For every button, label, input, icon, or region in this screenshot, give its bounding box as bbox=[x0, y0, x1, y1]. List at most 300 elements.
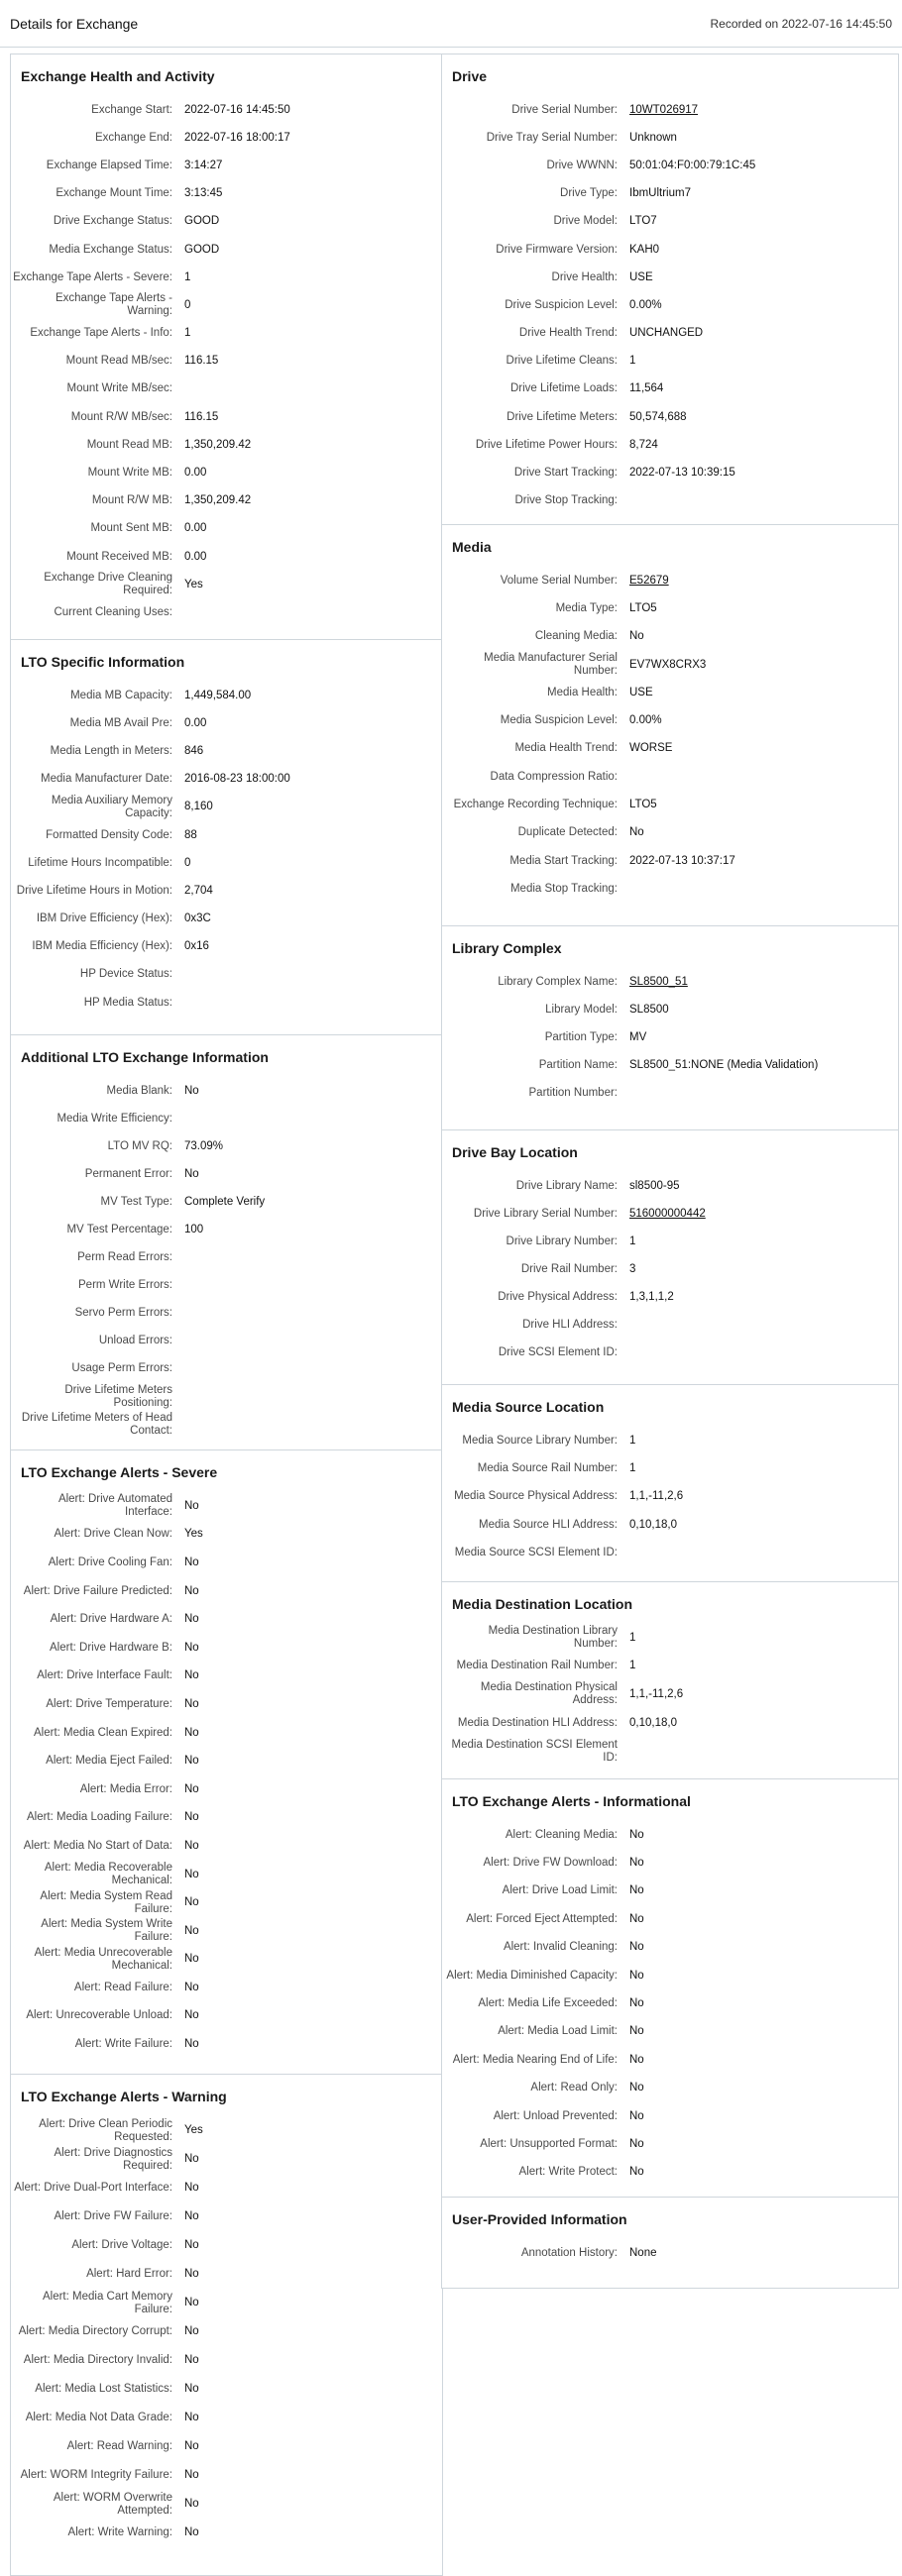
field-label: Mount Read MB/sec: bbox=[65, 355, 172, 368]
field-label: Alert: Media Unrecoverable Mechanical: bbox=[34, 1946, 172, 1972]
field-value: 116.15 bbox=[184, 410, 219, 423]
field-row-media-blank bbox=[11, 1077, 442, 1105]
field-label: Drive Start Tracking: bbox=[513, 467, 618, 480]
field-label: Media Destination HLI Address: bbox=[457, 1716, 618, 1729]
right-column bbox=[441, 48, 899, 2289]
field-label: Alert: Media Recoverable Mechanical: bbox=[44, 1862, 172, 1887]
field-row-media-start-tracking bbox=[442, 847, 898, 875]
field-label: Alert: Unrecoverable Unload: bbox=[26, 2009, 172, 2022]
field-value: No bbox=[184, 2182, 199, 2194]
field-label: Drive Lifetime Hours in Motion: bbox=[16, 884, 172, 897]
field-label: Media Manufacturer Serial Number: bbox=[484, 652, 618, 678]
field-list bbox=[11, 680, 442, 1026]
field-row-alert-write-failure bbox=[11, 2030, 442, 2059]
field-label: Alert: Drive Hardware A: bbox=[50, 1613, 172, 1626]
field-row-alert-media-lost-statistics bbox=[11, 2375, 442, 2404]
field-row-alert-drive-clean-now bbox=[11, 1521, 442, 1550]
field-label: Media MB Avail Pre: bbox=[69, 716, 172, 729]
field-value-link[interactable]: E52679 bbox=[629, 574, 669, 587]
field-value: 0.00 bbox=[184, 550, 207, 563]
field-row-exchange-drive-cleaning-required bbox=[11, 571, 442, 598]
field-value: No bbox=[629, 2025, 644, 2038]
field-value: No bbox=[629, 1941, 644, 1954]
field-row-alert-media-system-read-failure bbox=[11, 1888, 442, 1917]
field-row-drive-start-tracking bbox=[442, 459, 898, 486]
field-row-exchange-recording-technique bbox=[442, 791, 898, 818]
field-label: Alert: Media Not Data Grade: bbox=[25, 2412, 172, 2423]
section-title: Additional LTO Exchange Information bbox=[21, 1049, 269, 1065]
field-value: 88 bbox=[184, 828, 197, 841]
section-title: Drive bbox=[452, 68, 488, 84]
field-row-media-destination-hli-address bbox=[442, 1709, 898, 1738]
field-label: Exchange Mount Time: bbox=[56, 187, 172, 200]
field-list bbox=[442, 966, 898, 1117]
field-value: No bbox=[184, 1726, 199, 1739]
field-value: 8,724 bbox=[629, 438, 658, 451]
field-row-mount-received-mb bbox=[11, 543, 442, 571]
field-label: Media Type: bbox=[555, 601, 618, 614]
field-value: Yes bbox=[184, 2124, 203, 2136]
field-value: No bbox=[184, 1924, 199, 1937]
panel-drive bbox=[441, 54, 899, 525]
field-row-drive-library-number bbox=[442, 1228, 898, 1255]
field-label: Alert: Write Failure: bbox=[74, 2038, 172, 2051]
panel-library-complex bbox=[441, 925, 899, 1130]
field-label: Alert: Media Life Exceeded: bbox=[478, 1997, 618, 2010]
field-list bbox=[11, 1490, 442, 2069]
field-value: LTO7 bbox=[629, 215, 657, 228]
field-row-alert-drive-interface-fault bbox=[11, 1663, 442, 1691]
field-value-link[interactable]: 516000000442 bbox=[629, 1207, 706, 1220]
field-list bbox=[442, 565, 898, 913]
field-row-lifetime-hours-incompatible bbox=[11, 849, 442, 877]
field-value: LTO5 bbox=[629, 799, 657, 811]
field-label: Mount Read MB: bbox=[86, 438, 172, 451]
field-row-alert-drive-hardware-b bbox=[11, 1634, 442, 1663]
field-label: Drive Type: bbox=[560, 187, 618, 200]
field-label: Mount Received MB: bbox=[66, 550, 172, 563]
field-value: 0x3C bbox=[184, 912, 211, 925]
field-value: 116.15 bbox=[184, 355, 219, 368]
field-label: Alert: Hard Error: bbox=[86, 2268, 172, 2280]
field-value: 3 bbox=[629, 1262, 636, 1275]
field-label: Alert: Drive Clean Now: bbox=[54, 1528, 172, 1541]
field-row-library-model bbox=[442, 996, 898, 1023]
field-row-alert-media-directory-corrupt bbox=[11, 2317, 442, 2346]
field-row-drive-firmware-version bbox=[442, 236, 898, 264]
field-label: Drive Physical Address: bbox=[498, 1290, 618, 1303]
field-row-exchange-end bbox=[11, 124, 442, 152]
field-row-exchange-start bbox=[11, 96, 442, 124]
field-label: Drive Lifetime Meters: bbox=[507, 410, 618, 423]
field-row-exchange-tape-alerts-warning bbox=[11, 291, 442, 319]
section-title: LTO Exchange Alerts - Severe bbox=[21, 1464, 218, 1480]
field-row-annotation-history bbox=[442, 2239, 898, 2267]
field-label: Alert: Media Diminished Capacity: bbox=[446, 1969, 618, 1982]
field-label: Alert: Media Error: bbox=[79, 1782, 172, 1795]
field-row-drive-type bbox=[442, 180, 898, 208]
field-row-drive-lifetime-cleans bbox=[442, 348, 898, 376]
panel-user-provided-information bbox=[441, 2197, 899, 2289]
field-label: IBM Media Efficiency (Hex): bbox=[32, 940, 172, 953]
field-value: No bbox=[629, 630, 644, 643]
field-value: No bbox=[629, 1884, 644, 1897]
panel-exchange-health-and-activity bbox=[10, 54, 443, 640]
field-label: Media Source HLI Address: bbox=[479, 1518, 618, 1531]
field-label: Lifetime Hours Incompatible: bbox=[28, 856, 172, 869]
field-label: Drive Lifetime Meters Positioning: bbox=[64, 1384, 172, 1410]
field-value: Unknown bbox=[629, 131, 677, 144]
field-value: No bbox=[629, 1912, 644, 1925]
field-value: No bbox=[184, 1556, 199, 1568]
field-row-alert-unload-prevented bbox=[442, 2102, 898, 2130]
field-value: 3:13:45 bbox=[184, 187, 223, 200]
field-row-servo-perm-errors bbox=[11, 1300, 442, 1328]
field-row-partition-name bbox=[442, 1051, 898, 1079]
field-value: No bbox=[184, 1697, 199, 1710]
field-row-alert-write-warning bbox=[11, 2519, 442, 2547]
field-label: Drive Health: bbox=[551, 270, 618, 283]
field-row-alert-read-warning bbox=[11, 2432, 442, 2461]
field-value: 0.00 bbox=[184, 467, 207, 480]
field-label: Media Destination Library Number: bbox=[488, 1625, 618, 1651]
field-row-drive-library-serial-number bbox=[442, 1200, 898, 1228]
field-row-alert-media-not-data-grade bbox=[11, 2404, 442, 2432]
field-row-alert-read-failure bbox=[11, 1974, 442, 2002]
field-value: No bbox=[184, 2009, 199, 2022]
field-value: SL8500 bbox=[629, 1003, 669, 1016]
field-row-alert-drive-clean-periodic-requested bbox=[11, 2116, 442, 2145]
panel-media-source-location bbox=[441, 1384, 899, 1582]
field-label: Alert: Write Warning: bbox=[67, 2526, 172, 2538]
field-row-media-source-physical-address bbox=[442, 1483, 898, 1511]
field-row-alert-worm-integrity-failure bbox=[11, 2461, 442, 2490]
field-label: Media Destination Physical Address: bbox=[480, 1681, 618, 1707]
field-label: Drive Library Name: bbox=[515, 1179, 618, 1192]
field-row-alert-media-diminished-capacity bbox=[442, 1962, 898, 1989]
field-value: 3:14:27 bbox=[184, 159, 223, 171]
field-value: IbmUltrium7 bbox=[629, 187, 691, 200]
field-value-link[interactable]: 10WT026917 bbox=[629, 103, 699, 116]
field-row-drive-lifetime-loads bbox=[442, 376, 898, 403]
field-value: No bbox=[184, 2153, 199, 2165]
field-value: 1 bbox=[629, 1234, 636, 1247]
field-row-media-suspicion-level bbox=[442, 706, 898, 734]
field-row-media-exchange-status bbox=[11, 236, 442, 264]
field-value: 2022-07-16 18:00:17 bbox=[184, 131, 290, 144]
field-value: No bbox=[629, 1997, 644, 2010]
field-label: Alert: Read Failure: bbox=[73, 1981, 172, 1993]
field-row-media-length-in-meters bbox=[11, 737, 442, 765]
field-label: Alert: WORM Overwrite Attempted: bbox=[53, 2491, 172, 2517]
field-row-drive-rail-number bbox=[442, 1255, 898, 1283]
field-list bbox=[442, 1170, 898, 1376]
field-row-duplicate-detected bbox=[442, 819, 898, 847]
field-label: Alert: Drive Temperature: bbox=[46, 1697, 172, 1710]
field-label: Media Blank: bbox=[106, 1084, 172, 1097]
field-label: HP Device Status: bbox=[79, 968, 172, 981]
field-value: No bbox=[629, 2109, 644, 2122]
field-list bbox=[11, 94, 442, 637]
field-list bbox=[442, 1425, 898, 1577]
field-row-volume-serial-number bbox=[442, 567, 898, 594]
field-row-hp-media-status bbox=[11, 989, 442, 1017]
field-label: Exchange Start: bbox=[91, 103, 172, 116]
field-row-alert-media-clean-expired bbox=[11, 1719, 442, 1748]
field-row-drive-wwnn bbox=[442, 152, 898, 179]
field-label: Drive Lifetime Meters of Head Contact: bbox=[21, 1412, 172, 1438]
panel-lto-specific-information bbox=[10, 639, 443, 1035]
field-label: HP Media Status: bbox=[83, 996, 172, 1009]
field-row-perm-write-errors bbox=[11, 1272, 442, 1300]
field-value: Yes bbox=[184, 1528, 203, 1541]
field-label: Cleaning Media: bbox=[534, 630, 618, 643]
field-label: Library Complex Name: bbox=[498, 975, 618, 988]
field-row-mv-test-percentage bbox=[11, 1216, 442, 1243]
field-value: No bbox=[184, 2412, 199, 2423]
panel-lto-exchange-alerts-warning bbox=[10, 2074, 443, 2576]
panel-lto-exchange-alerts-informational bbox=[441, 1778, 899, 2198]
field-row-alert-media-directory-invalid bbox=[11, 2346, 442, 2375]
field-value: No bbox=[184, 1669, 199, 1682]
field-value: 2,704 bbox=[184, 884, 213, 897]
field-row-drive-serial-number bbox=[442, 96, 898, 124]
field-value: No bbox=[629, 2166, 644, 2179]
field-value: No bbox=[184, 1167, 199, 1180]
field-label: Drive Lifetime Loads: bbox=[509, 382, 618, 395]
field-value: No bbox=[184, 1584, 199, 1597]
field-row-mv-test-type bbox=[11, 1188, 442, 1216]
section-title: Drive Bay Location bbox=[452, 1144, 578, 1160]
field-row-ibm-media-efficiency-hex bbox=[11, 933, 442, 961]
section-title: Media Destination Location bbox=[452, 1596, 633, 1612]
field-label: Mount R/W MB/sec: bbox=[70, 410, 172, 423]
field-row-drive-hli-address bbox=[442, 1311, 898, 1339]
field-label: Alert: Drive Failure Predicted: bbox=[23, 1584, 172, 1597]
field-row-media-mb-avail-pre bbox=[11, 709, 442, 737]
field-value: 1,1,-11,2,6 bbox=[629, 1687, 684, 1700]
field-row-alert-media-unrecoverable-mechanical bbox=[11, 1946, 442, 1975]
field-row-alert-media-nearing-end-of-life bbox=[442, 2046, 898, 2074]
field-value: No bbox=[184, 2038, 199, 2051]
field-label: Alert: Drive Hardware B: bbox=[50, 1641, 172, 1654]
field-label: Alert: WORM Integrity Failure: bbox=[20, 2469, 172, 2481]
field-label: Partition Type: bbox=[544, 1030, 618, 1043]
field-label: Exchange Tape Alerts - Severe: bbox=[13, 270, 172, 283]
page-header bbox=[0, 0, 902, 48]
field-value: 1,350,209.42 bbox=[184, 438, 252, 451]
field-label: Alert: Drive Diagnostics Required: bbox=[54, 2146, 172, 2172]
field-label: Media Start Tracking: bbox=[509, 854, 618, 867]
field-row-media-type bbox=[442, 594, 898, 622]
field-row-media-destination-scsi-element-id bbox=[442, 1737, 898, 1766]
section-title: LTO Exchange Alerts - Informational bbox=[452, 1793, 691, 1809]
section-title: LTO Exchange Alerts - Warning bbox=[21, 2089, 227, 2104]
field-value: No bbox=[184, 1981, 199, 1993]
field-row-alert-drive-automated-interface bbox=[11, 1492, 442, 1521]
field-row-drive-lifetime-hours-in-motion bbox=[11, 877, 442, 905]
field-label: Servo Perm Errors: bbox=[74, 1307, 172, 1320]
field-row-alert-drive-dual-port-interface bbox=[11, 2174, 442, 2202]
field-row-unload-errors bbox=[11, 1328, 442, 1355]
panel-media bbox=[441, 524, 899, 926]
field-row-drive-scsi-element-id bbox=[442, 1339, 898, 1366]
field-label: Alert: Media Load Limit: bbox=[498, 2025, 618, 2038]
field-row-alert-media-load-limit bbox=[442, 2018, 898, 2046]
field-label: LTO MV RQ: bbox=[107, 1139, 172, 1152]
field-value: 2022-07-13 10:39:15 bbox=[629, 467, 735, 480]
field-label: Alert: Media Directory Invalid: bbox=[23, 2354, 172, 2366]
field-value: 0.00% bbox=[629, 298, 662, 311]
field-value: 50:01:04:F0:00:79:1C:45 bbox=[629, 159, 756, 171]
field-row-drive-health bbox=[442, 264, 898, 291]
field-row-alert-drive-failure-predicted bbox=[11, 1577, 442, 1606]
field-label: Alert: Media Lost Statistics: bbox=[35, 2383, 172, 2395]
field-row-alert-invalid-cleaning bbox=[442, 1934, 898, 1962]
field-row-drive-tray-serial-number bbox=[442, 124, 898, 152]
field-label: Media Stop Tracking: bbox=[509, 882, 618, 895]
field-value: No bbox=[629, 2053, 644, 2066]
field-row-alert-drive-cooling-fan bbox=[11, 1549, 442, 1577]
page-title: Details for Exchange bbox=[10, 15, 139, 32]
field-row-alert-media-error bbox=[11, 1775, 442, 1804]
field-value: No bbox=[184, 1499, 199, 1512]
field-value: 1 bbox=[629, 1462, 636, 1475]
field-label: Media Source Library Number: bbox=[462, 1434, 618, 1447]
field-row-media-auxiliary-memory-capacity bbox=[11, 794, 442, 821]
field-label: Alert: Media No Start of Data: bbox=[23, 1839, 172, 1852]
field-value: No bbox=[629, 2137, 644, 2150]
panel-drive-bay-location bbox=[441, 1129, 899, 1385]
field-row-mount-sent-mb bbox=[11, 515, 442, 543]
field-row-drive-lifetime-meters-of-head-contact bbox=[11, 1411, 442, 1439]
field-value: 2016-08-23 18:00:00 bbox=[184, 773, 290, 786]
field-label: Alert: Read Warning: bbox=[66, 2440, 172, 2452]
field-value: USE bbox=[629, 686, 653, 698]
field-row-media-manufacturer-serial-number bbox=[442, 651, 898, 679]
section-title: Exchange Health and Activity bbox=[21, 68, 215, 84]
field-value: No bbox=[184, 1782, 199, 1795]
field-label: Drive Lifetime Cleans: bbox=[506, 355, 618, 368]
field-list bbox=[442, 1819, 898, 2197]
field-list bbox=[442, 2237, 898, 2277]
section-title: Library Complex bbox=[452, 940, 562, 956]
field-value: 0 bbox=[184, 298, 191, 311]
recorded-timestamp: Recorded on 2022-07-16 14:45:50 bbox=[710, 16, 892, 31]
field-row-drive-lifetime-meters bbox=[442, 403, 898, 431]
field-row-media-stop-tracking bbox=[442, 875, 898, 903]
field-row-mount-read-mb-sec bbox=[11, 348, 442, 376]
field-row-alert-forced-eject-attempted bbox=[442, 1905, 898, 1933]
field-label: Alert: Media Loading Failure: bbox=[26, 1811, 172, 1824]
field-label: Data Compression Ratio: bbox=[490, 770, 618, 783]
panel-media-destination-location bbox=[441, 1581, 899, 1779]
field-label: Media Suspicion Level: bbox=[500, 714, 618, 727]
field-label: Mount Write MB: bbox=[87, 467, 172, 480]
field-row-mount-write-mb-sec bbox=[11, 376, 442, 403]
field-list bbox=[11, 1075, 442, 1449]
field-value: No bbox=[184, 2325, 199, 2337]
field-label: MV Test Percentage: bbox=[66, 1224, 172, 1236]
field-label: Duplicate Detected: bbox=[517, 826, 618, 839]
field-value: SL8500_51:NONE (Media Validation) bbox=[629, 1058, 819, 1071]
field-label: Exchange Recording Technique: bbox=[453, 799, 618, 811]
field-row-alert-drive-temperature bbox=[11, 1690, 442, 1719]
field-row-drive-lifetime-power-hours bbox=[442, 431, 898, 459]
field-value: UNCHANGED bbox=[629, 327, 704, 340]
field-label: Mount Sent MB: bbox=[90, 522, 172, 535]
field-label: Alert: Drive Clean Periodic Requested: bbox=[39, 2117, 172, 2143]
field-label: Drive Serial Number: bbox=[511, 103, 618, 116]
field-label: Alert: Read Only: bbox=[530, 2082, 618, 2094]
field-value: No bbox=[629, 1828, 644, 1841]
field-label: Exchange Drive Cleaning Required: bbox=[44, 572, 172, 597]
field-label: Alert: Media System Read Failure: bbox=[40, 1889, 172, 1915]
field-row-media-source-hli-address bbox=[442, 1511, 898, 1539]
field-label: Media Auxiliary Memory Capacity: bbox=[51, 794, 172, 819]
field-label: Alert: Media Eject Failed: bbox=[46, 1755, 172, 1768]
field-value: No bbox=[184, 1839, 199, 1852]
field-label: Perm Read Errors: bbox=[77, 1251, 172, 1264]
field-label: Exchange Elapsed Time: bbox=[46, 159, 172, 171]
field-row-alert-drive-diagnostics-required bbox=[11, 2145, 442, 2174]
field-value: No bbox=[184, 1868, 199, 1880]
field-list bbox=[11, 2114, 442, 2557]
field-label: Alert: Drive Interface Fault: bbox=[37, 1669, 172, 1682]
field-label: Partition Number: bbox=[528, 1086, 618, 1099]
field-value: 0x16 bbox=[184, 940, 209, 953]
field-label: Drive Library Serial Number: bbox=[473, 1207, 618, 1220]
field-row-formatted-density-code bbox=[11, 821, 442, 849]
panel-additional-lto-exchange-information bbox=[10, 1034, 443, 1450]
field-value: No bbox=[184, 1811, 199, 1824]
field-row-drive-suspicion-level bbox=[442, 291, 898, 319]
field-row-drive-lifetime-meters-positioning bbox=[11, 1383, 442, 1411]
field-value: 1 bbox=[629, 1631, 636, 1644]
field-label: Mount R/W MB: bbox=[91, 494, 172, 507]
field-value: 8,160 bbox=[184, 801, 213, 813]
field-label: Media Source Rail Number: bbox=[477, 1462, 618, 1475]
field-row-exchange-tape-alerts-severe bbox=[11, 264, 442, 291]
field-row-alert-drive-fw-failure bbox=[11, 2202, 442, 2231]
field-value: 0,10,18,0 bbox=[629, 1518, 677, 1531]
field-value: No bbox=[184, 2210, 199, 2222]
field-value: 2022-07-13 10:37:17 bbox=[629, 854, 735, 867]
field-label: Mount Write MB/sec: bbox=[66, 382, 172, 395]
field-value: No bbox=[184, 2297, 199, 2308]
field-row-ibm-drive-efficiency-hex bbox=[11, 906, 442, 933]
field-row-drive-library-name bbox=[442, 1172, 898, 1200]
field-value-link[interactable]: SL8500_51 bbox=[629, 975, 688, 988]
field-label: Drive Tray Serial Number: bbox=[486, 131, 618, 144]
panel-lto-exchange-alerts-severe bbox=[10, 1449, 443, 2075]
field-value: 1 bbox=[184, 327, 191, 340]
field-value: LTO5 bbox=[629, 601, 657, 614]
field-row-media-manufacturer-date bbox=[11, 766, 442, 794]
field-row-exchange-elapsed-time bbox=[11, 152, 442, 179]
field-row-media-health bbox=[442, 679, 898, 706]
field-row-media-destination-physical-address bbox=[442, 1680, 898, 1709]
field-row-alert-drive-voltage bbox=[11, 2231, 442, 2260]
field-value: 1 bbox=[629, 355, 636, 368]
field-value: 1,1,-11,2,6 bbox=[629, 1490, 684, 1503]
field-row-cleaning-media bbox=[442, 623, 898, 651]
field-value: 0.00 bbox=[184, 522, 207, 535]
left-column bbox=[10, 48, 443, 2576]
field-label: Media Manufacturer Date: bbox=[41, 773, 172, 786]
field-row-data-compression-ratio bbox=[442, 763, 898, 791]
field-value: 1 bbox=[184, 270, 191, 283]
